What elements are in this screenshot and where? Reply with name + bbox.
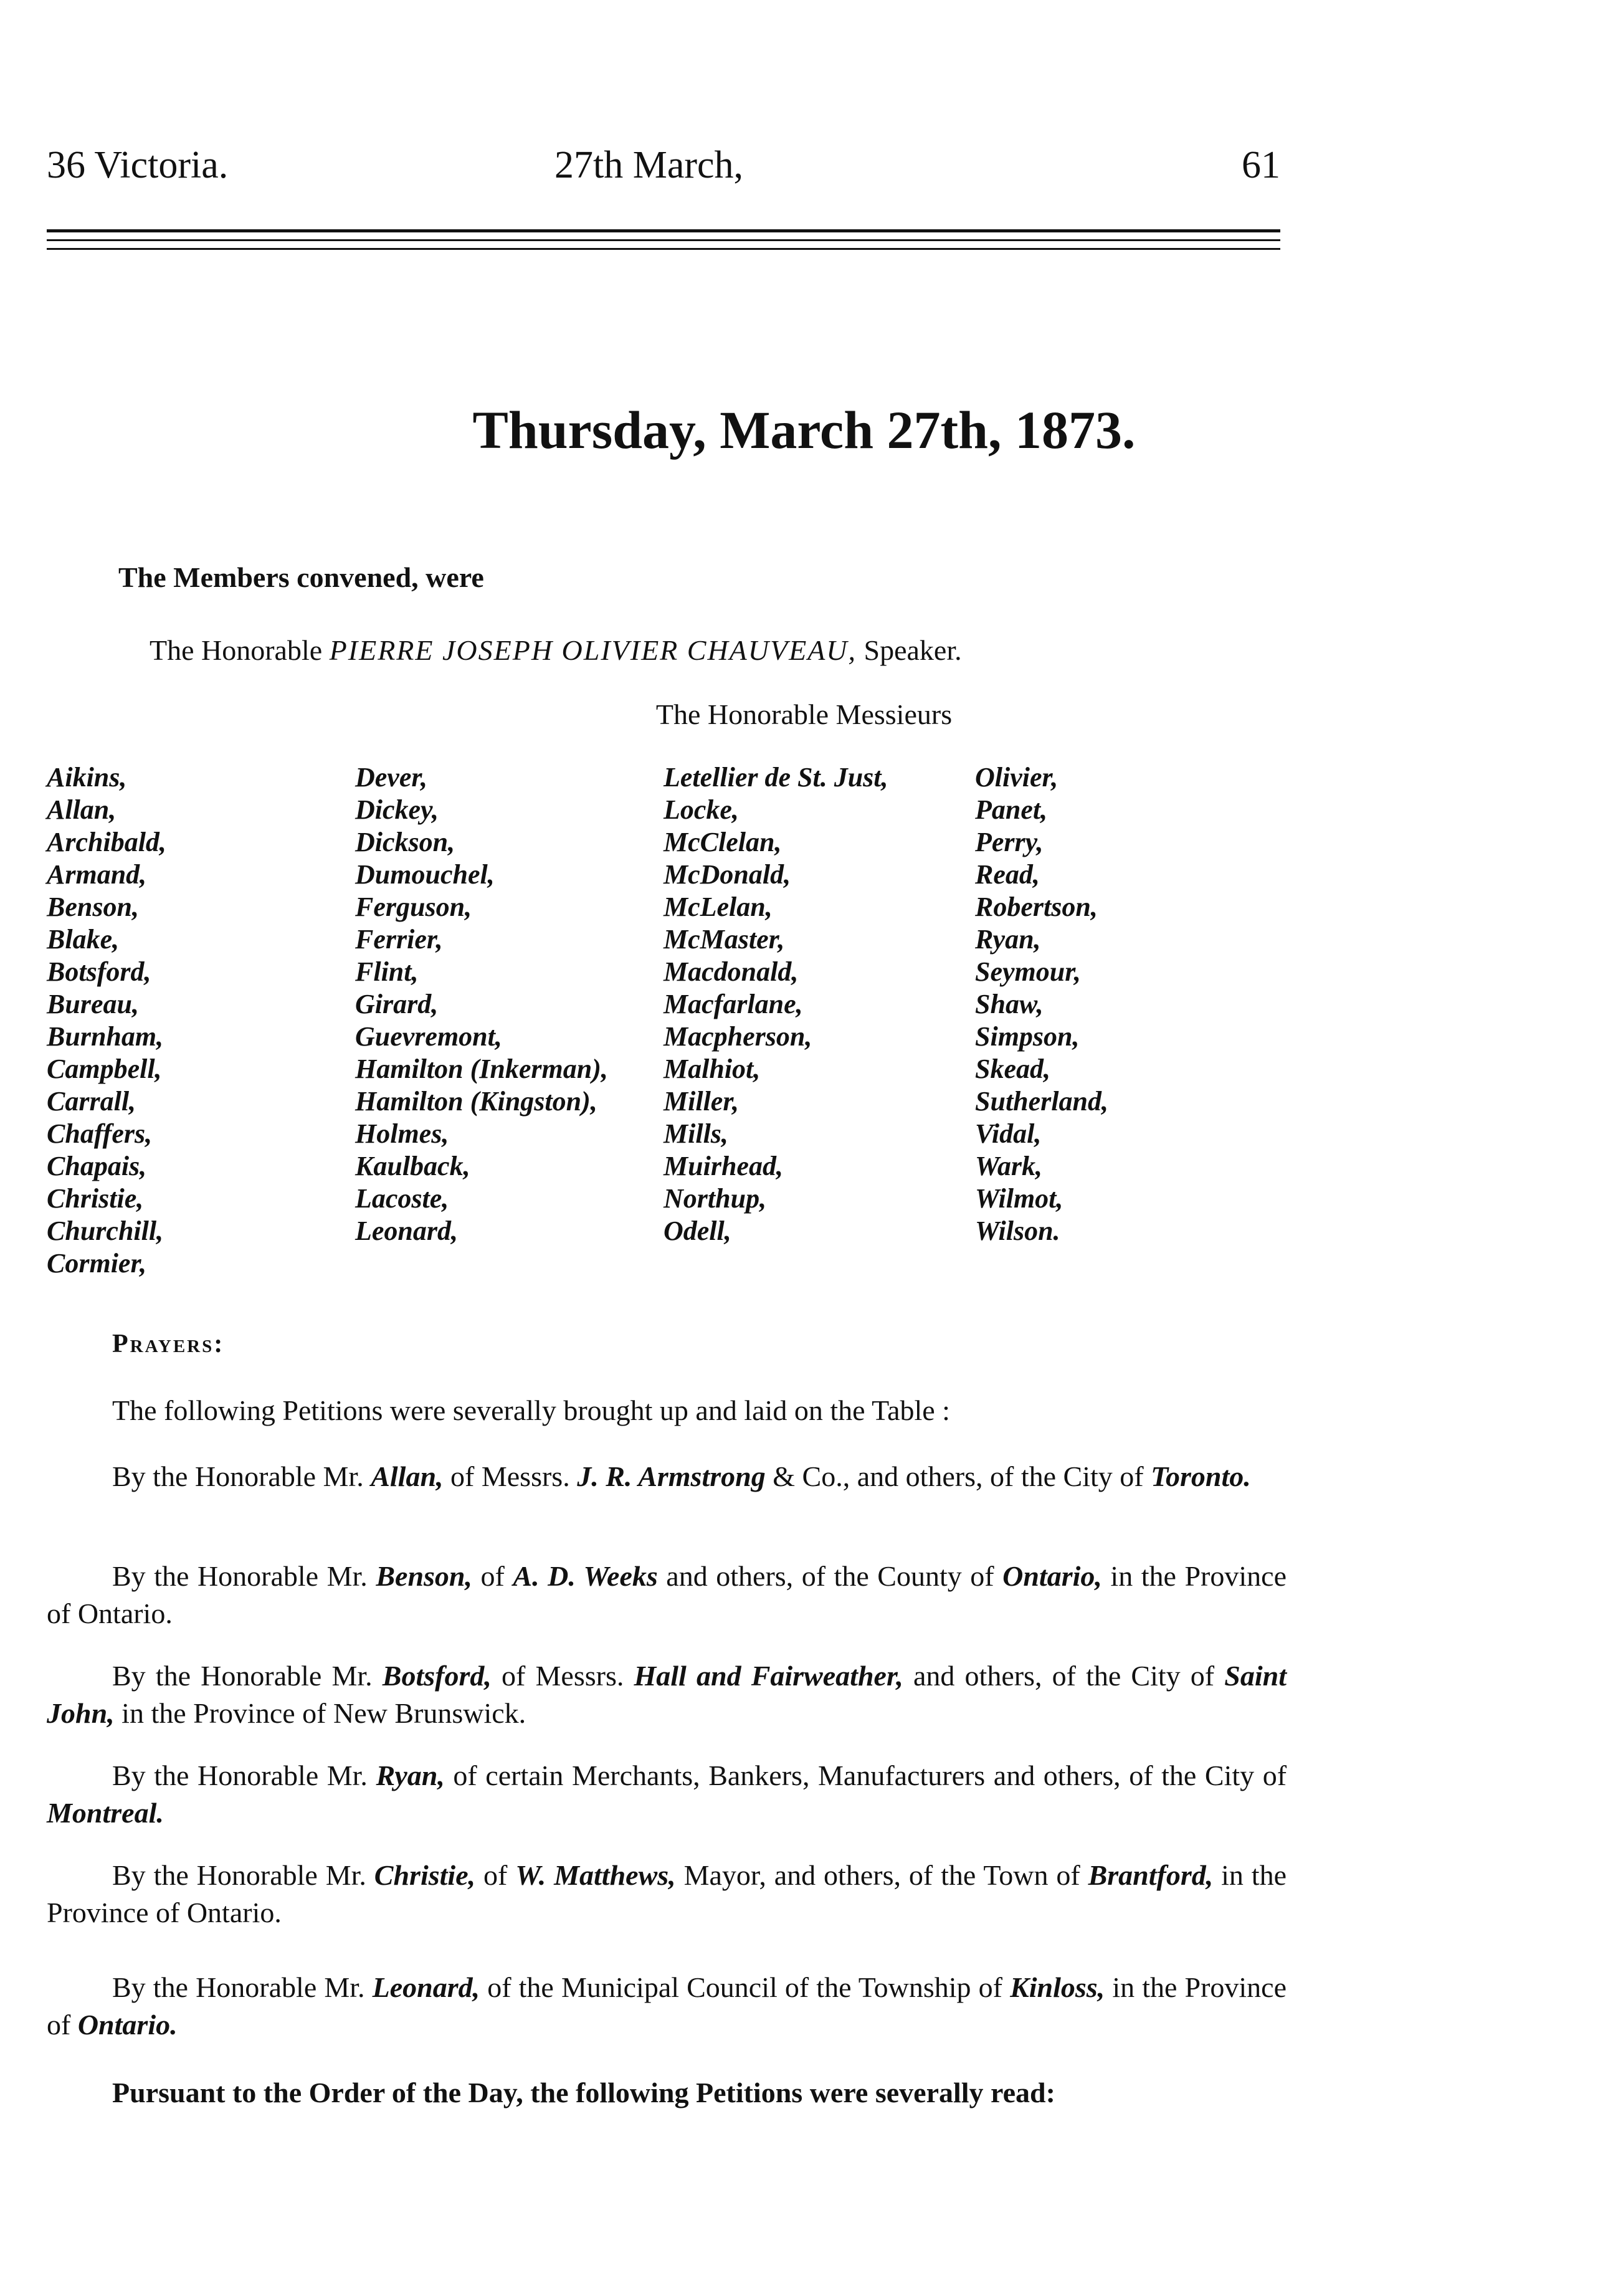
messieurs-heading: The Honorable Messieurs: [655, 698, 953, 730]
member-name: Letellier de St. Just,: [664, 762, 888, 793]
member-name: Skead,: [975, 1054, 1050, 1084]
member-name: Girard,: [355, 989, 439, 1019]
member-name: Read,: [975, 859, 1040, 890]
member-name: McMaster,: [664, 924, 785, 955]
convened-line: The Members convened, were: [118, 561, 484, 593]
petition-paragraph: By the Honorable Mr. Leonard, of the Municipal Council of the Township of Kinloss, in the Province of Ontario.: [47, 1971, 1287, 2041]
member-name: Robertson,: [975, 892, 1098, 922]
member-column-1: [47, 761, 166, 1280]
member-name: McLelan,: [664, 892, 773, 922]
member-name: Wilson.: [975, 1216, 1060, 1246]
member-column-2: [355, 761, 608, 1247]
member-column-4: [975, 761, 1108, 1247]
member-name: Panet,: [975, 794, 1048, 825]
member-name: Seymour,: [975, 956, 1081, 987]
order-of-day-line: Pursuant to the Order of the Day, the following Petitions were severally read:: [112, 2077, 1055, 2108]
member-name: Leonard,: [355, 1216, 458, 1246]
member-name: Archibald,: [47, 827, 166, 857]
member-name: Macdonald,: [664, 956, 799, 987]
member-name: Muirhead,: [664, 1151, 783, 1181]
header-rule: [47, 239, 1280, 241]
running-header: [47, 143, 1280, 199]
member-name: Benson,: [47, 892, 139, 922]
speaker-role: Speaker.: [863, 634, 962, 666]
member-name: Perry,: [975, 827, 1044, 857]
member-name: Churchill,: [47, 1216, 164, 1246]
member-name: Burnham,: [47, 1021, 164, 1052]
member-name: Sutherland,: [975, 1086, 1108, 1117]
member-name: McDonald,: [664, 859, 791, 890]
header-rule: [47, 248, 1280, 250]
member-name: Dever,: [355, 762, 428, 793]
member-name: Botsford,: [47, 956, 151, 987]
member-name: Locke,: [664, 794, 739, 825]
member-name: Guevremont,: [355, 1021, 502, 1052]
member-name: Blake,: [47, 924, 120, 955]
member-name: Dickson,: [355, 827, 455, 857]
member-name: Hamilton (Inkerman),: [355, 1054, 608, 1084]
member-name: Lacoste,: [355, 1183, 449, 1214]
petition-paragraph: By the Honorable Mr. Ryan, of certain Merchants, Bankers, Manufacturers and others, of the City of Montreal.: [47, 1760, 1287, 1829]
member-name: Miller,: [664, 1086, 740, 1117]
member-name: Armand,: [47, 859, 147, 890]
member-name: Macpherson,: [664, 1021, 812, 1052]
petitions-intro: The following Petitions were severally brought up and laid on the Table :: [112, 1394, 950, 1426]
header-rule: [47, 229, 1280, 232]
petition-paragraph: By the Honorable Mr. Allan, of Messrs. J. R. Armstrong & Co., and others, of the City of Toronto.: [112, 1460, 1251, 1492]
member-name: Macfarlane,: [664, 989, 803, 1019]
member-name: Chaffers,: [47, 1118, 153, 1149]
member-name: Dickey,: [355, 794, 439, 825]
speaker-prefix: The Honorable: [150, 634, 323, 666]
member-column-3: [664, 761, 888, 1247]
member-name: Allan,: [47, 794, 117, 825]
member-name: Aikins,: [47, 762, 127, 793]
member-name: Carrall,: [47, 1086, 136, 1117]
header-session: 36 Victoria.: [47, 144, 229, 186]
member-name: Odell,: [664, 1216, 731, 1246]
member-name: Holmes,: [355, 1118, 449, 1149]
member-name: Kaulback,: [355, 1151, 470, 1181]
member-name: McClelan,: [664, 827, 782, 857]
page-number: 61: [1242, 144, 1280, 186]
member-name: Mills,: [664, 1118, 728, 1149]
speaker-name: PIERRE JOSEPH OLIVIER CHAUVEAU,: [329, 634, 857, 666]
member-name: Ferguson,: [355, 892, 472, 922]
petition-paragraph: By the Honorable Mr. Botsford, of Messrs. Hall and Fairweather, and others, of the City of Saint John, in the Province of New Brunswick.: [47, 1660, 1287, 1729]
header-date: 27th March,: [554, 144, 744, 186]
member-name: Dumouchel,: [355, 859, 495, 890]
member-name: Malhiot,: [664, 1054, 761, 1084]
member-name: Cormier,: [47, 1248, 147, 1279]
member-name: Christie,: [47, 1183, 144, 1214]
member-name: Ryan,: [975, 924, 1041, 955]
member-name: Simpson,: [975, 1021, 1080, 1052]
prayers-heading: Prayers:: [112, 1330, 225, 1358]
member-name: Shaw,: [975, 989, 1044, 1019]
member-name: Vidal,: [975, 1118, 1042, 1149]
member-name: Campbell,: [47, 1054, 162, 1084]
member-name: Olivier,: [975, 762, 1059, 793]
member-name: Flint,: [355, 956, 419, 987]
member-name: Hamilton (Kingston),: [355, 1086, 597, 1117]
member-name: Chapais,: [47, 1151, 147, 1181]
page-title: Thursday, March 27th, 1873.: [472, 400, 1136, 460]
speaker-line: [150, 632, 962, 669]
petition-paragraph: By the Honorable Mr. Benson, of A. D. Weeks and others, of the County of Ontario, in the Province of Ontario.: [47, 1560, 1287, 1629]
member-name: Bureau,: [47, 989, 139, 1019]
member-name: Northup,: [664, 1183, 767, 1214]
petition-paragraph: By the Honorable Mr. Christie, of W. Matthews, Mayor, and others, of the Town of Brantford, in the Province of Ontario.: [47, 1859, 1287, 1928]
member-name: Wilmot,: [975, 1183, 1063, 1214]
member-name: Ferrier,: [355, 924, 443, 955]
member-name: Wark,: [975, 1151, 1042, 1181]
